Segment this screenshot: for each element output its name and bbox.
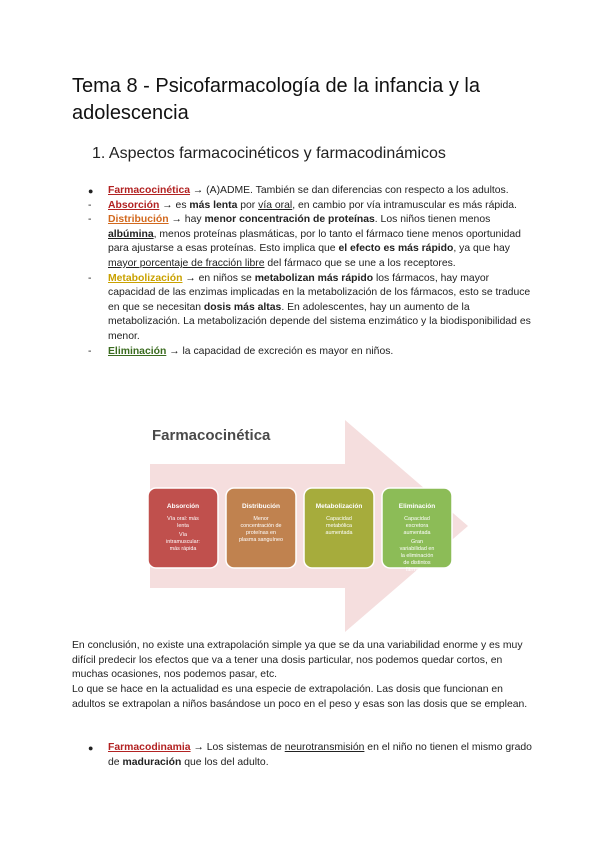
conclusion-paragraph-1: En conclusión, no existe una extrapolación simple ya que se da una variabilidad enorme y es muy difícil predecir los efectos que va a tener una dosis particular, nos podemos quedar cortos, en muchas ocasiones, nos podemos pasar, etc. <box>72 640 523 681</box>
dash-icon: - <box>88 199 92 211</box>
pharmacokinetics-diagram <box>140 420 468 632</box>
bullet-icon: ● <box>88 186 94 196</box>
dash-icon: - <box>88 214 92 226</box>
list-item-metabolizacion: - Metabolización → en niños se metabolizan más rápido los fármacos, hay mayor capacidad de las enzimas implicadas en la metabolización de los fármacos, esto se traduce en que se necesitan dosis más altas. En adolescentes, hay un aumento de la metabolización. La metabolización depende del sistema enzimático y la biodisponibilidad es menor. <box>88 272 531 342</box>
diagram-box <box>148 488 218 568</box>
diagram-box-text: Vía oral: más lenta <box>167 516 199 529</box>
list-item-farmacocinetica: ● Farmacocinética → (A)ADME. También se dan diferencias con respecto a los adultos. <box>72 184 532 199</box>
list-item-distribucion: - Distribución → hay menor concentración de proteínas. Los niños tienen menos albúmina, menos proteínas plasmáticas, por lo tanto el fármaco tiene menos oportunidad para ajustarse a esas proteínas. Esto implica que el efecto es más rápido, ya que hay mayor porcentaje de fracción libre del fármaco que se une a los receptores. <box>88 214 521 269</box>
dash-icon: - <box>88 345 92 357</box>
term-farmacocinetica: Farmacocinética <box>108 185 191 196</box>
diagram-box <box>226 488 296 568</box>
list-item-farmacodinamia: ● Farmacodinamia → Los sistemas de neurotransmisión en el niño no tienen el mismo grado de maduración que los del adulto. <box>88 742 532 768</box>
section-heading: 1. Aspectos farmacocinéticos y farmacodinámicos <box>92 145 446 162</box>
diagram-box-heading: Distribución <box>242 503 280 510</box>
diagram-box <box>304 488 374 568</box>
term-distribucion: Distribución <box>108 214 169 226</box>
diagram-box-heading: Absorción <box>166 503 200 510</box>
diagram-box-heading: Eliminación <box>398 503 436 510</box>
pharmacodynamics-list <box>72 741 532 770</box>
diagram-box-text: Gran variabilidad en la eliminación de distintos fármacos <box>399 539 435 573</box>
list-item-eliminacion: - Eliminación → la capacidad de excreción es mayor en niños. <box>72 345 532 360</box>
diagram-box <box>382 488 452 573</box>
bullet-icon: ● <box>88 743 94 753</box>
diagram-box-heading: Metabolización <box>315 503 363 510</box>
pharmacokinetics-list <box>72 184 532 359</box>
term-metabolizacion: Metabolización <box>108 272 183 284</box>
diagram-box-text: Capacidad metabólica aumentada <box>325 516 353 536</box>
list-item-absorcion: - Absorción → es más lenta por vía oral, en cambio por vía intramuscular es más rápida. <box>72 199 532 214</box>
diagram-box-text: Menor concentración de proteínas en plasma sanguíneo <box>238 516 284 543</box>
page-title: Tema 8 - Psicofarmacología de la infancia y la adolescencia <box>72 75 480 124</box>
diagram-box-text: Vía intramuscular: más rápida <box>166 532 200 552</box>
conclusion-paragraph-2: Lo que se hace en la actualidad es una especie de extrapolación. Las dosis que funcionan en adultos se extrapolan a niños basándose un poco en el peso y esas son las dosis que se emplean. <box>72 684 528 710</box>
dash-icon: - <box>88 272 92 284</box>
diagram-box-text: Capacidad excretora aumentada <box>403 516 431 536</box>
term-absorcion: Absorción <box>108 199 160 211</box>
term-farmacodinamia: Farmacodinamia <box>108 742 191 753</box>
diagram-title: Farmacocinética <box>152 427 271 444</box>
term-eliminacion: Eliminación <box>108 345 167 357</box>
